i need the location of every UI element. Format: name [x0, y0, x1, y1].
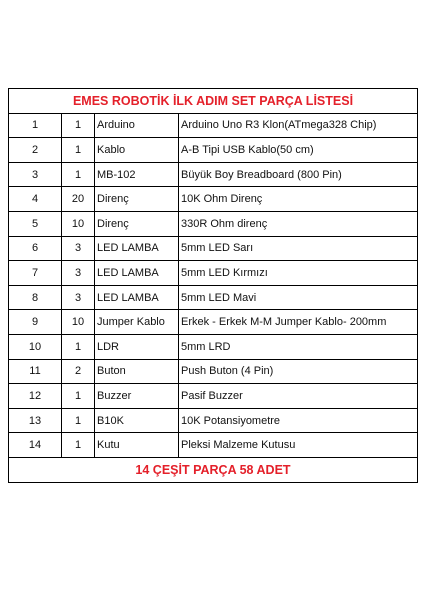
row-quantity: 3 — [62, 285, 95, 310]
row-number: 5 — [9, 211, 62, 236]
row-number: 13 — [9, 408, 62, 433]
row-part-code: LDR — [95, 334, 179, 359]
row-part-code: Direnç — [95, 187, 179, 212]
row-number: 4 — [9, 187, 62, 212]
total-row — [9, 457, 418, 482]
row-number: 2 — [9, 138, 62, 163]
table-row — [9, 359, 418, 384]
row-number: 8 — [9, 285, 62, 310]
table-row — [9, 113, 418, 138]
row-number: 1 — [9, 113, 62, 138]
row-number: 10 — [9, 334, 62, 359]
row-part-code: Kablo — [95, 138, 179, 163]
row-number: 12 — [9, 384, 62, 409]
row-description: Pleksi Malzeme Kutusu — [179, 433, 418, 458]
row-description: 5mm LED Kırmızı — [179, 261, 418, 286]
row-description: Erkek - Erkek M-M Jumper Kablo- 200mm — [179, 310, 418, 335]
title-row — [9, 89, 418, 114]
row-quantity: 1 — [62, 162, 95, 187]
row-quantity: 10 — [62, 211, 95, 236]
row-part-code: Buzzer — [95, 384, 179, 409]
row-part-code: MB-102 — [95, 162, 179, 187]
row-part-code: B10K — [95, 408, 179, 433]
table-row — [9, 285, 418, 310]
row-description: 5mm LED Sarı — [179, 236, 418, 261]
table-row — [9, 408, 418, 433]
row-quantity: 1 — [62, 334, 95, 359]
row-number: 6 — [9, 236, 62, 261]
row-quantity: 1 — [62, 138, 95, 163]
row-description: Büyük Boy Breadboard (800 Pin) — [179, 162, 418, 187]
row-part-code: Arduino — [95, 113, 179, 138]
row-quantity: 3 — [62, 236, 95, 261]
table-row — [9, 211, 418, 236]
row-number: 14 — [9, 433, 62, 458]
table-row — [9, 384, 418, 409]
row-description: 5mm LED Mavi — [179, 285, 418, 310]
row-quantity: 1 — [62, 433, 95, 458]
table-row — [9, 138, 418, 163]
row-description: 330R Ohm direnç — [179, 211, 418, 236]
row-part-code: Buton — [95, 359, 179, 384]
row-part-code: Jumper Kablo — [95, 310, 179, 335]
row-description: Push Buton (4 Pin) — [179, 359, 418, 384]
table-row — [9, 236, 418, 261]
table-row — [9, 162, 418, 187]
row-part-code: LED LAMBA — [95, 236, 179, 261]
table-row — [9, 433, 418, 458]
row-quantity: 10 — [62, 310, 95, 335]
row-number: 7 — [9, 261, 62, 286]
row-quantity: 1 — [62, 384, 95, 409]
row-part-code: Kutu — [95, 433, 179, 458]
row-quantity: 2 — [62, 359, 95, 384]
table-total: 14 ÇEŞİT PARÇA 58 ADET — [9, 457, 418, 482]
row-part-code: LED LAMBA — [95, 285, 179, 310]
parts-list-table — [8, 88, 418, 483]
row-part-code: Direnç — [95, 211, 179, 236]
row-description: Pasif Buzzer — [179, 384, 418, 409]
row-quantity: 3 — [62, 261, 95, 286]
row-quantity: 20 — [62, 187, 95, 212]
row-description: 5mm LRD — [179, 334, 418, 359]
row-part-code: LED LAMBA — [95, 261, 179, 286]
row-number: 9 — [9, 310, 62, 335]
row-quantity: 1 — [62, 113, 95, 138]
row-description: 10K Ohm Direnç — [179, 187, 418, 212]
table-row — [9, 187, 418, 212]
table-row — [9, 310, 418, 335]
row-number: 11 — [9, 359, 62, 384]
table-title: EMES ROBOTİK İLK ADIM SET PARÇA LİSTESİ — [9, 89, 418, 114]
row-description: A-B Tipi USB Kablo(50 cm) — [179, 138, 418, 163]
row-number: 3 — [9, 162, 62, 187]
table-row — [9, 261, 418, 286]
row-description: Arduino Uno R3 Klon(ATmega328 Chip) — [179, 113, 418, 138]
parts-list-body — [9, 89, 418, 483]
table-row — [9, 334, 418, 359]
row-description: 10K Potansiyometre — [179, 408, 418, 433]
row-quantity: 1 — [62, 408, 95, 433]
